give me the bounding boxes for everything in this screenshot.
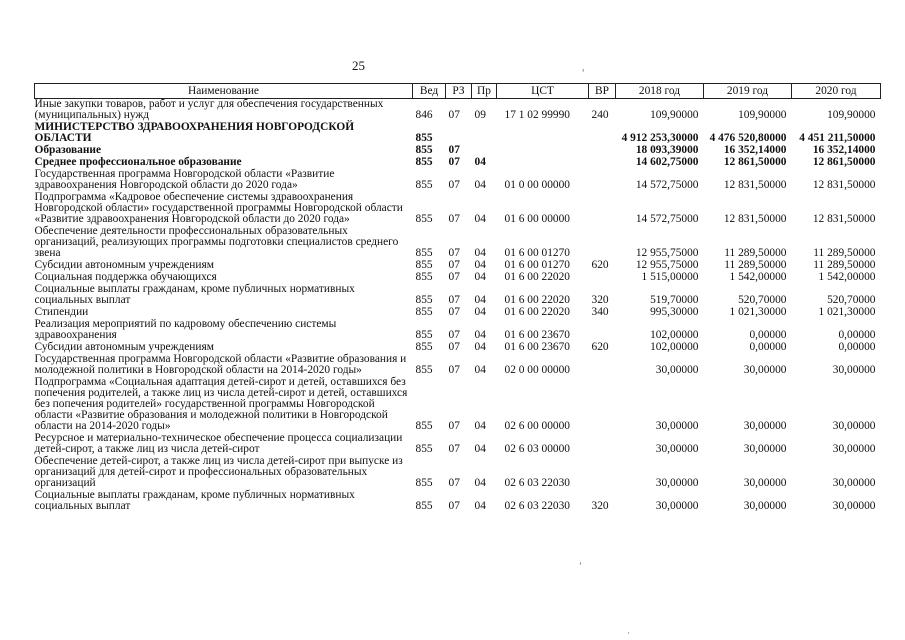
row-2020: 11 289,50000 bbox=[813, 247, 876, 259]
table-row bbox=[35, 169, 881, 192]
table-row bbox=[35, 490, 881, 513]
row-rz: 07 bbox=[448, 294, 460, 306]
row-2019: 0,00000 bbox=[749, 329, 787, 341]
table-row bbox=[35, 319, 881, 342]
row-2018: 30,00000 bbox=[655, 443, 699, 455]
row-2020: 1 542,00000 bbox=[818, 271, 876, 283]
row-2018: 30,00000 bbox=[655, 420, 699, 432]
table-row bbox=[35, 354, 881, 377]
row-cst bbox=[497, 157, 589, 169]
row-2019: 109,90000 bbox=[738, 109, 787, 121]
row-vr: 240 bbox=[591, 109, 609, 121]
page-number: 25 bbox=[352, 58, 365, 73]
row-rz: 07 bbox=[448, 364, 460, 376]
row-rz: 07 bbox=[448, 420, 460, 432]
row-vr: 320 bbox=[591, 500, 609, 512]
row-vr bbox=[589, 192, 616, 226]
row-ved: 855 bbox=[415, 500, 433, 512]
row-2018: 12 955,75000 bbox=[635, 247, 699, 259]
row-rz: 07 bbox=[448, 144, 460, 156]
row-cst: 01 6 00 01270 bbox=[504, 259, 570, 271]
row-cst: 17 1 02 99990 bbox=[504, 109, 570, 121]
row-vr bbox=[589, 456, 616, 490]
header-pr: Пр bbox=[472, 84, 497, 99]
header-vr: ВР bbox=[589, 84, 616, 99]
row-name: Субсидии автономным учреждениям bbox=[34, 341, 214, 353]
row-cst: 01 6 00 22020 bbox=[504, 306, 570, 318]
table-row bbox=[35, 377, 881, 433]
row-2020: 30,00000 bbox=[832, 443, 876, 455]
row-2020: 0,00000 bbox=[838, 341, 876, 353]
row-cst: 02 6 00 00000 bbox=[504, 420, 570, 432]
row-vr bbox=[589, 272, 616, 284]
table-row bbox=[35, 433, 881, 456]
row-rz: 07 bbox=[448, 500, 460, 512]
row-rz: 07 bbox=[448, 179, 460, 191]
row-rz: 07 bbox=[448, 477, 460, 489]
row-vr bbox=[589, 319, 616, 342]
row-name: Подпрограмма «Социальная адаптация детей-сирот и детей, оставшихся без попечения родителей, а также лиц из числа детей-сирот и детей, оставшихся без попечения родителей» государственной программы Новгородской области «Развитие образования и молодежной политики в Новгородской области на 2014-2020 годы» bbox=[34, 376, 408, 432]
row-name: МИНИСТЕРСТВО ЗДРАВООХРАНЕНИЯ НОВГОРОДСКОЙ ОБЛАСТИ bbox=[34, 121, 355, 144]
row-2020: 30,00000 bbox=[832, 477, 876, 489]
row-2020: 0,00000 bbox=[838, 329, 876, 341]
row-2020: 1 021,30000 bbox=[818, 306, 876, 318]
row-2018: 14 602,75000 bbox=[635, 156, 699, 168]
row-ved: 855 bbox=[415, 341, 433, 353]
row-vr bbox=[589, 169, 616, 192]
row-2019: 4 476 520,80000 bbox=[709, 132, 787, 144]
row-cst bbox=[497, 122, 589, 145]
row-2019: 30,00000 bbox=[743, 364, 787, 376]
row-2020: 12 831,50000 bbox=[812, 213, 876, 225]
row-name: Стипендии bbox=[34, 306, 89, 318]
row-2018: 102,00000 bbox=[650, 329, 699, 341]
row-cst bbox=[497, 145, 589, 157]
row-ved: 855 bbox=[415, 443, 433, 455]
row-ved: 855 bbox=[415, 156, 433, 168]
row-ved: 855 bbox=[415, 259, 433, 271]
row-ved: 855 bbox=[415, 294, 433, 306]
row-cst: 01 6 00 01270 bbox=[504, 247, 570, 259]
row-2018: 18 093,39000 bbox=[635, 144, 699, 156]
row-cst: 02 6 03 22030 bbox=[504, 477, 570, 489]
row-2018: 519,70000 bbox=[650, 294, 699, 306]
row-ved: 855 bbox=[415, 477, 433, 489]
row-vr bbox=[589, 354, 616, 377]
row-2019: 30,00000 bbox=[743, 477, 787, 489]
header-2018: 2018 год bbox=[616, 84, 704, 99]
row-name: Образование bbox=[34, 144, 102, 156]
row-pr bbox=[472, 122, 497, 145]
row-2020: 11 289,50000 bbox=[813, 259, 876, 271]
row-cst: 01 6 00 23670 bbox=[504, 329, 570, 341]
table-row bbox=[35, 99, 881, 123]
row-2019: 11 289,50000 bbox=[724, 247, 787, 259]
row-rz: 07 bbox=[448, 259, 460, 271]
row-vr bbox=[589, 433, 616, 456]
row-2018: 4 912 253,30000 bbox=[621, 132, 699, 144]
row-vr bbox=[589, 157, 616, 169]
row-rz: 07 bbox=[448, 156, 460, 168]
row-pr: 04 bbox=[474, 213, 486, 225]
row-name: Социальная поддержка обучающихся bbox=[34, 271, 217, 283]
row-2019: 30,00000 bbox=[743, 500, 787, 512]
row-ved: 855 bbox=[415, 420, 433, 432]
row-vr: 620 bbox=[591, 341, 609, 353]
scan-mark: · bbox=[627, 628, 630, 638]
row-2020: 12 861,50000 bbox=[812, 156, 876, 168]
row-2018: 30,00000 bbox=[655, 477, 699, 489]
row-2018: 995,30000 bbox=[650, 306, 699, 318]
row-pr: 04 bbox=[474, 500, 486, 512]
row-cst: 02 6 03 22030 bbox=[504, 500, 570, 512]
row-name: Субсидии автономным учреждениям bbox=[34, 259, 214, 271]
row-name: Социальные выплаты гражданам, кроме публичных нормативных социальных выплат bbox=[34, 489, 355, 512]
row-rz: 07 bbox=[448, 341, 460, 353]
row-2019: 30,00000 bbox=[743, 420, 787, 432]
row-cst: 01 6 00 00000 bbox=[504, 213, 570, 225]
table-header-row bbox=[35, 84, 881, 99]
row-pr: 04 bbox=[474, 294, 486, 306]
header-ved: Вед bbox=[413, 84, 446, 99]
row-vr bbox=[589, 122, 616, 145]
row-pr: 04 bbox=[474, 259, 486, 271]
row-ved: 855 bbox=[415, 213, 433, 225]
row-2018: 109,90000 bbox=[650, 109, 699, 121]
row-name: Среднее профессиональное образование bbox=[34, 156, 242, 168]
row-pr: 04 bbox=[474, 443, 486, 455]
table-row bbox=[35, 226, 881, 260]
row-ved: 855 bbox=[415, 179, 433, 191]
row-cst: 01 6 00 23670 bbox=[504, 341, 570, 353]
row-pr: 04 bbox=[474, 420, 486, 432]
row-ved: 846 bbox=[415, 109, 433, 121]
row-cst: 02 6 03 00000 bbox=[504, 443, 570, 455]
row-pr: 04 bbox=[474, 156, 486, 168]
row-2020: 30,00000 bbox=[832, 420, 876, 432]
header-2020: 2020 год bbox=[792, 84, 881, 99]
row-name: Государственная программа Новгородской области «Развитие образования и молодежной политики в Новгородской области на 2014-2020 годы» bbox=[34, 353, 407, 376]
row-rz bbox=[446, 122, 472, 145]
row-2018: 30,00000 bbox=[655, 364, 699, 376]
table-row bbox=[35, 122, 881, 145]
row-2020: 30,00000 bbox=[832, 500, 876, 512]
header-rz: РЗ bbox=[446, 84, 472, 99]
row-2018: 1 515,00000 bbox=[641, 271, 699, 283]
row-name: Обеспечение детей-сирот, а также лиц из числа детей-сирот при выпуске из организаций для детей-сирот и профессиональных образовательных организаций bbox=[34, 455, 403, 489]
row-pr: 04 bbox=[474, 329, 486, 341]
header-cst: ЦСТ bbox=[497, 84, 589, 99]
row-2018: 30,00000 bbox=[655, 500, 699, 512]
scan-mark: ʼ bbox=[579, 561, 582, 571]
row-rz: 07 bbox=[448, 109, 460, 121]
budget-table bbox=[34, 83, 881, 513]
row-ved: 855 bbox=[415, 306, 433, 318]
row-name: Социальные выплаты гражданам, кроме публичных нормативных социальных выплат bbox=[34, 283, 355, 306]
row-2020: 109,90000 bbox=[827, 109, 876, 121]
row-2019: 11 289,50000 bbox=[724, 259, 787, 271]
row-rz: 07 bbox=[448, 443, 460, 455]
row-2020: 12 831,50000 bbox=[812, 179, 876, 191]
row-pr: 04 bbox=[474, 271, 486, 283]
row-name: Иные закупки товаров, работ и услуг для обеспечения государственных (муниципальных) нужд bbox=[34, 98, 384, 121]
row-cst: 01 0 00 00000 bbox=[504, 179, 570, 191]
row-pr: 04 bbox=[474, 341, 486, 353]
row-2019: 16 352,14000 bbox=[723, 144, 787, 156]
row-cst: 02 0 00 00000 bbox=[504, 364, 570, 376]
row-ved: 855 bbox=[415, 132, 433, 144]
row-2019: 12 831,50000 bbox=[723, 179, 787, 191]
row-2018: 102,00000 bbox=[650, 341, 699, 353]
row-vr bbox=[589, 145, 616, 157]
row-2020: 4 451 211,50000 bbox=[799, 132, 876, 144]
row-2020: 30,00000 bbox=[832, 364, 876, 376]
row-2019: 12 861,50000 bbox=[723, 156, 787, 168]
row-2019: 520,70000 bbox=[738, 294, 787, 306]
row-vr bbox=[589, 377, 616, 433]
row-2019: 1 542,00000 bbox=[729, 271, 787, 283]
row-name: Ресурсное и материально-техническое обеспечение процесса социализации детей-сирот, а также лиц из числа детей-сирот bbox=[34, 432, 403, 455]
row-2018: 14 572,75000 bbox=[635, 179, 699, 191]
row-pr: 04 bbox=[474, 179, 486, 191]
row-rz: 07 bbox=[448, 271, 460, 283]
row-2019: 30,00000 bbox=[743, 443, 787, 455]
row-name: Обеспечение деятельности профессиональных образовательных организаций, реализующих программы подготовки специалистов среднего звена bbox=[34, 225, 399, 259]
row-vr: 320 bbox=[591, 294, 609, 306]
row-ved: 855 bbox=[415, 364, 433, 376]
row-2018: 14 572,75000 bbox=[635, 213, 699, 225]
row-pr: 09 bbox=[474, 109, 486, 121]
row-ved: 855 bbox=[415, 329, 433, 341]
row-2020: 520,70000 bbox=[827, 294, 876, 306]
table-row bbox=[35, 284, 881, 307]
row-pr: 04 bbox=[474, 364, 486, 376]
row-2019: 0,00000 bbox=[749, 341, 787, 353]
row-ved: 855 bbox=[415, 247, 433, 259]
row-rz: 07 bbox=[448, 306, 460, 318]
row-ved: 855 bbox=[415, 271, 433, 283]
header-name: Наименование bbox=[35, 84, 413, 99]
row-name: Государственная программа Новгородской области «Развитие здравоохранения Новгородской области до 2020 года» bbox=[34, 168, 335, 191]
row-2020: 16 352,14000 bbox=[812, 144, 876, 156]
row-rz: 07 bbox=[448, 247, 460, 259]
row-cst: 01 6 00 22020 bbox=[504, 271, 570, 283]
row-2019: 1 021,30000 bbox=[729, 306, 787, 318]
row-pr: 04 bbox=[474, 306, 486, 318]
row-name: Подпрограмма «Кадровое обеспечение системы здравоохранения Новгородской области» государственной программы Новгородской области «Развитие здравоохранения Новгородской области до 2020 года» bbox=[34, 191, 403, 225]
row-cst: 01 6 00 22020 bbox=[504, 294, 570, 306]
table-row bbox=[35, 192, 881, 226]
row-vr: 620 bbox=[591, 259, 609, 271]
header-2019: 2019 год bbox=[704, 84, 792, 99]
row-rz: 07 bbox=[448, 329, 460, 341]
row-pr: 04 bbox=[474, 247, 486, 259]
row-ved: 855 bbox=[415, 144, 433, 156]
row-vr bbox=[589, 226, 616, 260]
row-2018: 12 955,75000 bbox=[635, 259, 699, 271]
table-row bbox=[35, 456, 881, 490]
row-name: Реализация мероприятий по кадровому обеспечению системы здравоохранения bbox=[34, 318, 337, 341]
scan-mark: ᵌ bbox=[582, 66, 585, 76]
row-rz: 07 bbox=[448, 213, 460, 225]
row-pr: 04 bbox=[474, 477, 486, 489]
row-2019: 12 831,50000 bbox=[723, 213, 787, 225]
row-vr: 340 bbox=[591, 306, 609, 318]
